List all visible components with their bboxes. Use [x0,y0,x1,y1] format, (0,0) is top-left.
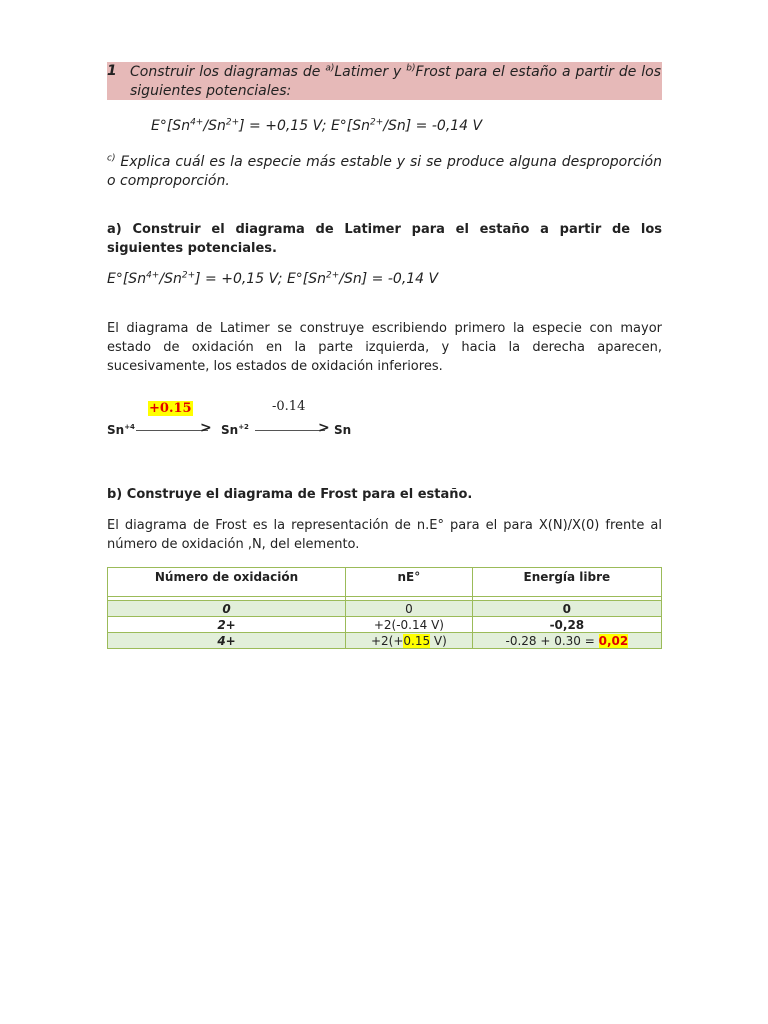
question-part-c: $^{c)}$ Explica cuál es la especie más estable y si se produce alguna desproporción o comproporción. [107,153,662,189]
table-header-ne: nE° [346,568,473,597]
table-cell-ox: 2+ [108,617,346,633]
latimer-species-sn: Sn [334,423,352,437]
latimer-species-sn4: $Sn^{+4}$ [107,423,135,437]
table-header-energy: Energía libre [472,568,661,597]
latimer-arrow-line-1 [136,430,208,431]
table-cell-g: 0 [472,601,661,617]
question-text: Construir los diagramas de $^{a)}$Latimer y $^{b)}$Frost para el estaño a partir de los siguientes potenciales: [130,63,662,99]
table-header-row [108,568,662,597]
table-cell-ox: 0 [108,601,346,617]
latimer-arrowhead-2: > [318,420,330,436]
question-number: 1 [107,63,117,79]
latimer-value-2: -0.14 [272,399,306,414]
table-cell-ne: +2(+0.15 V) [346,633,473,649]
part-b-heading: b) Construye el diagrama de Frost para el estaño. [107,487,473,502]
table-row [108,601,662,617]
latimer-value-1: +0.15 [149,401,192,416]
table-cell-ne: +2(-0.14 V) [346,617,473,633]
part-a-heading: a) Construir el diagrama de Latimer para el estaño a partir de los siguientes potenciales. [107,222,662,256]
table-cell-g: -0,28 [472,617,661,633]
table-header-oxidation: Número de oxidación [108,568,346,597]
part-b-paragraph: El diagrama de Frost es la representación de n.E° para el para X(N)/X(0) frente al número de oxidación ,N, del elemento. [107,518,662,552]
table-cell-ox: 4+ [108,633,346,649]
frost-table [107,567,662,649]
part-a-paragraph: El diagrama de Latimer se construye escribiendo primero la especie con mayor estado de oxidación en la parte izquierda, y hacia la derecha aparecen, sucesivamente, los estados de oxidación inferiores. [107,321,662,374]
table-row [108,617,662,633]
table-cell-ne: 0 [346,601,473,617]
latimer-species-sn2: $Sn^{+2}$ [221,423,249,437]
latimer-arrow-line-2 [255,430,325,431]
part-a-equation: $E^\circ[Sn^{4+}/Sn^{2+}] = +0,15$ V; $E^\circ[Sn^{2+}/Sn] = -0,14$ V [107,270,439,287]
table-row [108,633,662,649]
latimer-arrowhead-1: > [200,420,212,436]
table-cell-g: -0.28 + 0.30 = 0,02 [472,633,661,649]
question-equation: $E^\circ[Sn^{4+}/Sn^{2+}] = +0,15$ V; $E^\circ[Sn^{2+}/Sn] = -0,14$ V [151,117,483,134]
